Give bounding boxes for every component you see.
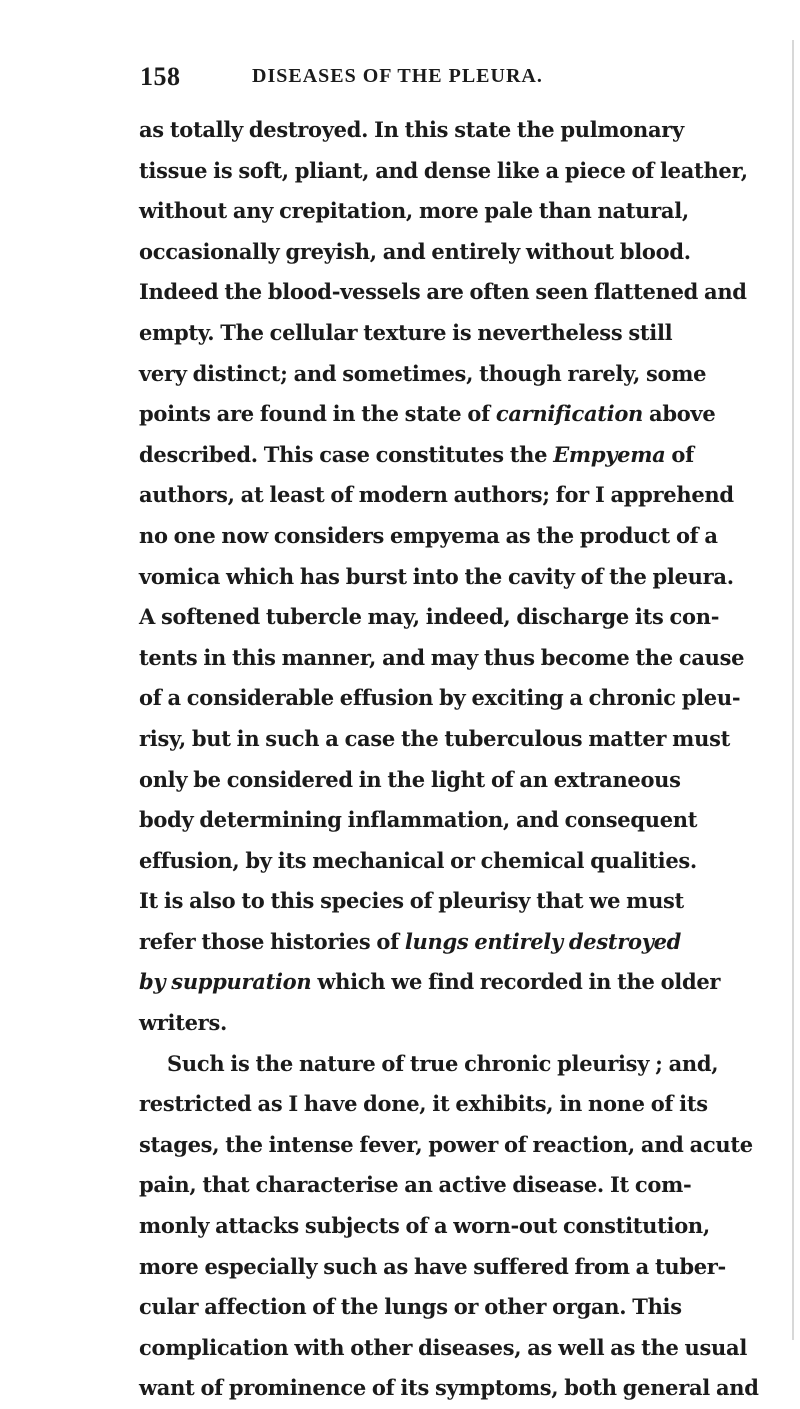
text-line: Indeed the blood-vessels are often seen flattened and xyxy=(139,279,747,305)
text-line: authors, at least of modern authors; for I apprehend xyxy=(139,482,734,508)
text-line: points are found in the state of carnification above xyxy=(139,401,716,427)
italic-term: by suppuration xyxy=(139,969,312,995)
text-line: tents in this manner, and may thus become the cause xyxy=(139,644,745,670)
text-line: want of prominence of its symptoms, both general and xyxy=(139,1375,759,1401)
text-line: vomica which has burst into the cavity of the pleura. xyxy=(139,563,734,589)
page-number: 158 xyxy=(140,62,181,91)
text-line: as totally destroyed. In this state the pulmonary xyxy=(139,117,684,142)
text-line: restricted as I have done, it exhibits, in none of its xyxy=(139,1091,708,1117)
text-line: refer those histories of lungs entirely destroyed xyxy=(139,928,682,954)
text-line: by suppuration which we find recorded in the older xyxy=(139,969,721,995)
running-title: DISEASES OF THE PLEURA. xyxy=(252,65,543,87)
body-text xyxy=(139,110,759,1409)
text-line: effusion, by its mechanical or chemical qualities. xyxy=(139,847,697,873)
text-line: writers. xyxy=(139,1010,227,1036)
text-line: risy, but in such a case the tuberculous matter must xyxy=(139,725,730,751)
text-line: body determining inflammation, and consequent xyxy=(139,807,698,833)
text-line: described. This case constitutes the Empyema of xyxy=(139,441,694,467)
text-line: tissue is soft, pliant, and dense like a piece of leather, xyxy=(139,157,748,183)
text-line: empty. The cellular texture is nevertheless still xyxy=(139,319,673,345)
running-head xyxy=(140,62,640,96)
text-line: complication with other diseases, as well as the usual xyxy=(139,1334,748,1360)
text-line: Such is the nature of true chronic pleurisy ; and, xyxy=(167,1050,719,1076)
text-line: very distinct; and sometimes, though rarely, some xyxy=(139,360,707,386)
text-line: A softened tubercle may, indeed, discharge its con- xyxy=(139,604,720,630)
text-line: without any crepitation, more pale than natural, xyxy=(139,198,689,224)
text-line: of a considerable effusion by exciting a chronic pleu- xyxy=(139,685,741,711)
italic-term: carnification xyxy=(495,401,644,427)
text-line: occasionally greyish, and entirely without blood. xyxy=(139,238,691,264)
text-line: stages, the intense fever, power of reaction, and acute xyxy=(139,1131,753,1157)
text-line: monly attacks subjects of a worn-out constitution, xyxy=(139,1213,710,1239)
text-line: no one now considers empyema as the product of a xyxy=(139,522,718,548)
italic-term: Empyema xyxy=(553,441,666,467)
text-line: more especially such as have suffered from a tuber- xyxy=(139,1253,726,1279)
page-edge-shadow xyxy=(792,40,794,1340)
text-line: pain, that characterise an active disease. It com- xyxy=(139,1172,692,1198)
text-line: It is also to this species of pleurisy that we must xyxy=(139,888,684,914)
text-line: cular affection of the lungs or other organ. This xyxy=(139,1294,682,1320)
text-line: only be considered in the light of an extraneous xyxy=(139,766,681,792)
italic-term: lungs entirely destroyed xyxy=(404,928,682,954)
